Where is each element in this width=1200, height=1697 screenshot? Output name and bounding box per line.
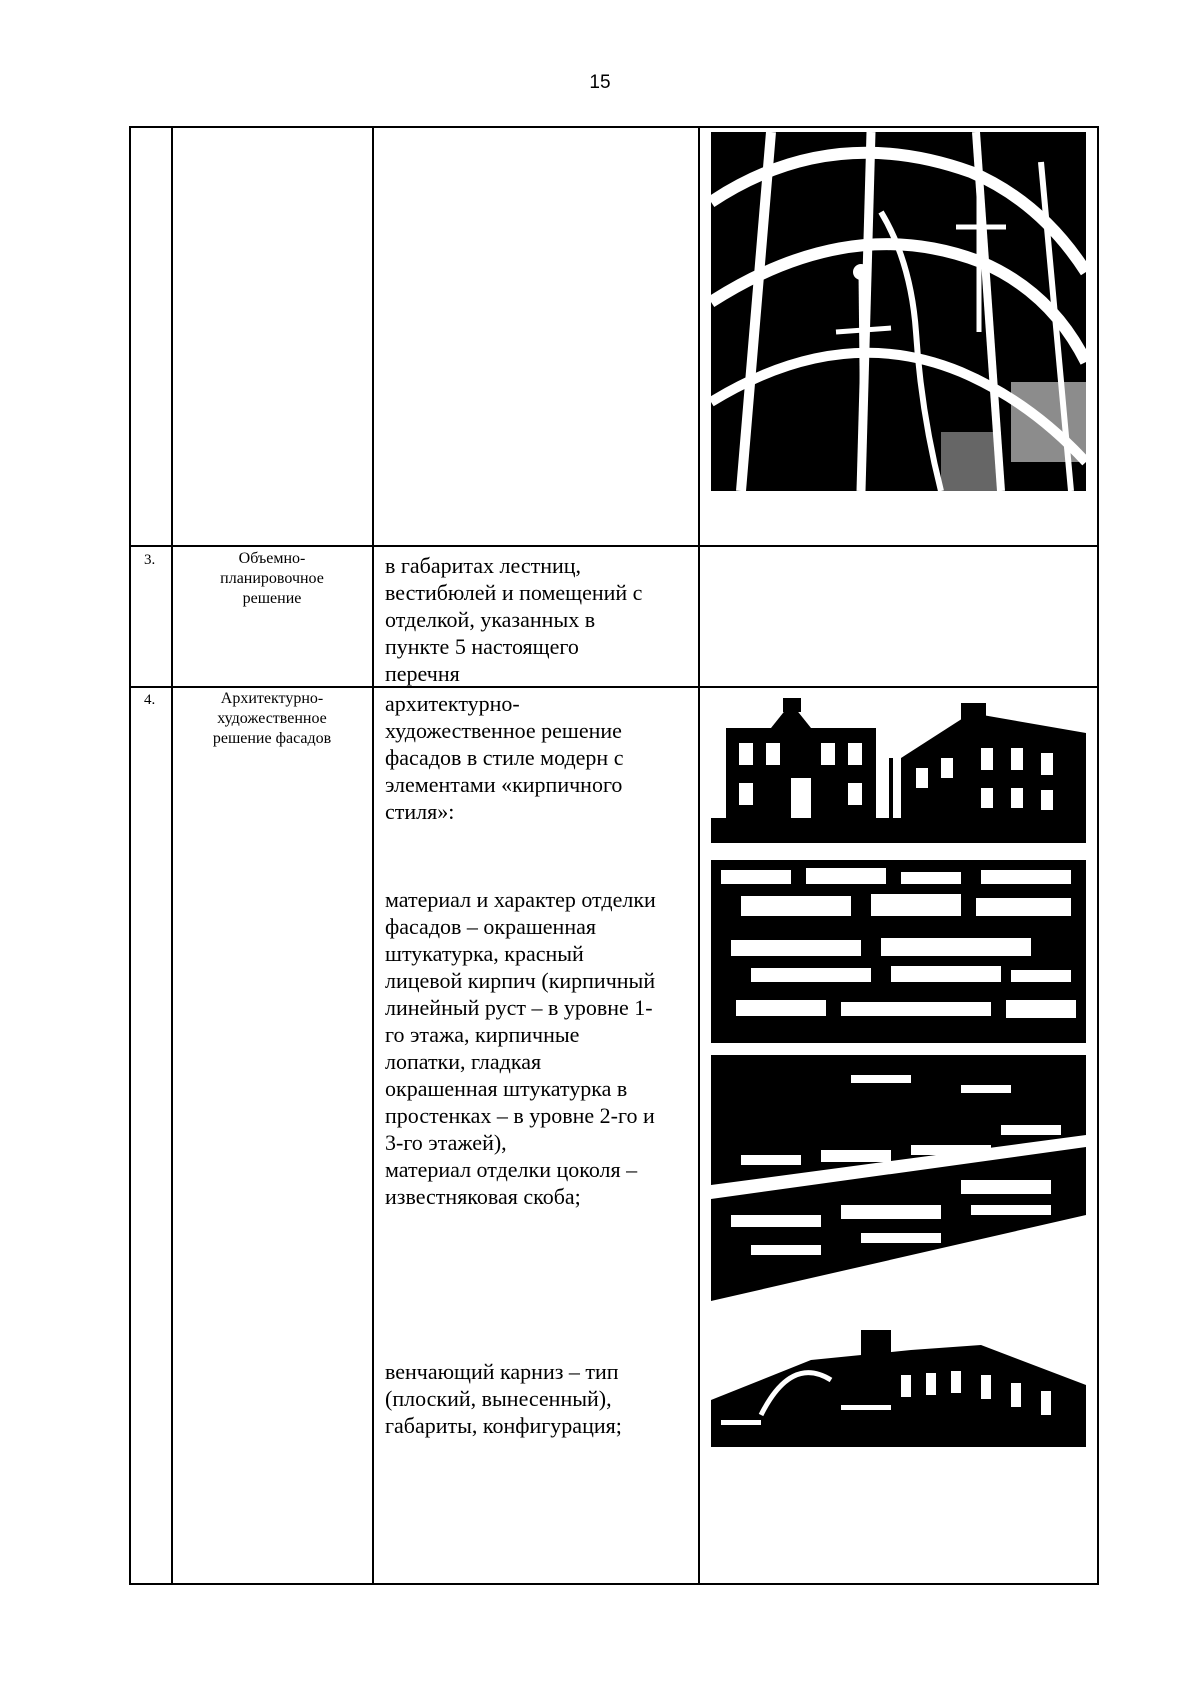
building-facades-photo: [711, 698, 1086, 843]
table-border-left: [129, 127, 131, 1585]
row-4-name: Архитектурно- художественное решение фасадов: [212, 690, 332, 747]
row-3-number: 3.: [144, 552, 156, 568]
row-4-description-block-2: материал и характер отделки фасадов – окрашенная штукатурка, красный лицевой кирпич (кирпичный линейный руст – в уровне 1- го этажа, кирпичные лопатки, гладкая окрашенная штукатурка в простенках – в уровне 2-го и 3-го этажей), материал отделки цоколя – известняковая скоба;: [385, 887, 656, 1209]
table-border-right: [1097, 127, 1099, 1585]
row-4-description-block-3: венчающий карниз – тип (плоский, вынесенный), габариты, конфигурация;: [385, 1359, 622, 1438]
row-3-name: Объемно- планировочное решение: [220, 550, 324, 607]
row-4-number: 4.: [144, 692, 156, 708]
row-3-description: в габаритах лестниц, вестибюлей и помещений с отделкой, указанных в пункте 5 настоящего перечня: [385, 553, 643, 686]
brick-wall-photo: [711, 860, 1086, 1043]
plinth-stone-photo: [711, 1055, 1086, 1301]
table-col-divider-1: [171, 127, 173, 1585]
cornice-photo: [711, 1325, 1086, 1447]
table-col-divider-2: [372, 127, 374, 1585]
table-border-top: [129, 126, 1099, 128]
staircase-railing-photo: [711, 132, 1086, 491]
row-4-description-block-1: архитектурно- художественное решение фасадов в стиле модерн с элементами «кирпичного стиля»:: [385, 691, 624, 824]
table-row-divider-1: [129, 545, 1099, 547]
table-border-bottom: [129, 1583, 1099, 1585]
table-col-divider-3: [698, 127, 700, 1585]
page-number: 15: [589, 72, 611, 93]
